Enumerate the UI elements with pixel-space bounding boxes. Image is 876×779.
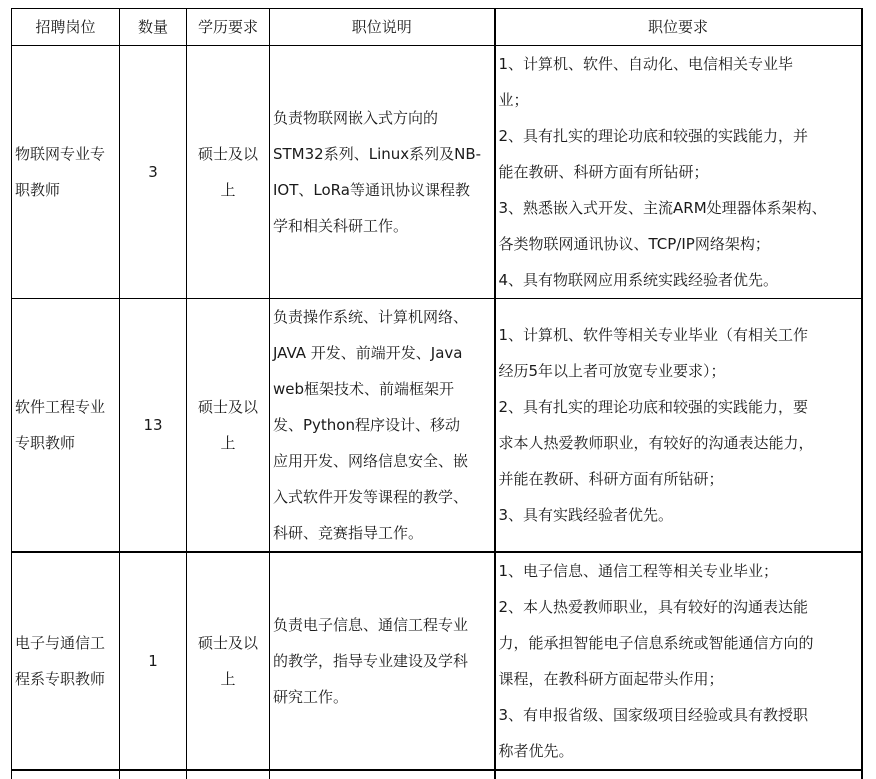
description-line: 学和相关科研工作。 xyxy=(273,217,409,235)
recruitment-table xyxy=(11,8,863,779)
requirement-line: 3、具有实践经验者优先。 xyxy=(498,506,674,524)
requirement-line: 2、本人热爱教师职业，具有较好的沟通表达能 xyxy=(498,598,809,616)
requirements-cell xyxy=(495,299,862,553)
description-line: STM32系列、Linux系列及NB- xyxy=(273,145,482,163)
education-line: 硕士及以 xyxy=(197,398,258,416)
requirement-line: 力，能承担智能电子信息系统或智能通信方向的 xyxy=(498,634,814,652)
education-line: 上 xyxy=(220,670,236,688)
education-line: 上 xyxy=(220,434,236,452)
description-line: JAVA 开发、前端开发、Java xyxy=(273,344,463,362)
count-cell: 13 xyxy=(120,299,187,553)
education-line: 硕士及以 xyxy=(197,145,258,163)
requirements-cell xyxy=(495,552,862,770)
header-position: 招聘岗位 xyxy=(12,9,120,46)
requirement-line: 4、具有物联网应用系统实践经验者优先。 xyxy=(498,271,779,289)
description-line: 应用开发、网络信息安全、嵌 xyxy=(273,452,469,470)
header-requirements: 职位要求 xyxy=(495,9,862,46)
position-cell xyxy=(12,46,120,299)
requirement-line: 2、具有扎实的理论功底和较强的实践能力，要 xyxy=(498,398,809,416)
table-row xyxy=(12,299,862,553)
header-row xyxy=(12,9,862,46)
requirement-line: 1、计算机、软件、自动化、电信相关专业毕 xyxy=(498,55,794,73)
description-line: 负责物联网嵌入式方向的 xyxy=(273,109,439,127)
position-line: 软件工程专业 xyxy=(15,398,106,416)
position-line: 物联网专业专 xyxy=(15,145,106,163)
table-row xyxy=(12,552,862,770)
header-education: 学历要求 xyxy=(187,9,270,46)
education-cell xyxy=(187,552,270,770)
requirement-line: 2、具有扎实的理论功底和较强的实践能力，并 xyxy=(498,127,809,145)
requirement-line: 课程，在教科研方面起带头作用； xyxy=(498,670,724,688)
requirements-cell xyxy=(495,46,862,299)
description-cell xyxy=(270,299,495,553)
position-line: 电子与通信工 xyxy=(15,634,106,652)
education-line: 上 xyxy=(220,181,236,199)
requirement-line: 能在教研、科研方面有所钻研； xyxy=(498,163,709,181)
position-line: 程系专职教师 xyxy=(15,670,106,688)
position-line: 专职教师 xyxy=(15,434,76,452)
requirement-line: 3、有申报省级、国家级项目经验或具有教授职 xyxy=(498,706,809,724)
requirement-line: 1、电子信息、通信工程等相关专业毕业； xyxy=(498,562,779,580)
description-cell xyxy=(270,46,495,299)
description-line: 的教学，指导专业建设及学科 xyxy=(273,652,469,670)
count-cell: 1 xyxy=(120,552,187,770)
requirement-line: 称者优先。 xyxy=(498,742,574,760)
requirement-line: 1、计算机、软件等相关专业毕业（有相关工作 xyxy=(498,326,809,344)
requirement-line: 各类物联网通讯协议、TCP/IP网络架构； xyxy=(498,235,770,253)
position-cell xyxy=(12,552,120,770)
position-line: 职教师 xyxy=(15,181,61,199)
header-description: 职位说明 xyxy=(270,9,495,46)
description-line: 科研、竞赛指导工作。 xyxy=(273,524,424,542)
count-cell: 3 xyxy=(120,46,187,299)
description-line: IOT、LoRa等通讯协议课程教 xyxy=(273,181,470,199)
education-cell xyxy=(187,299,270,553)
requirement-line: 求本人热爱教师职业，有较好的沟通表达能力， xyxy=(498,434,814,452)
position-cell xyxy=(12,299,120,553)
description-line: 发、Python程序设计、移动 xyxy=(273,416,460,434)
description-line: 研究工作。 xyxy=(273,688,349,706)
description-cell xyxy=(270,552,495,770)
requirement-line: 并能在教研、科研方面有所钻研； xyxy=(498,470,724,488)
description-line: web框架技术、前端框架开 xyxy=(273,380,455,398)
requirement-line: 业； xyxy=(498,91,529,109)
requirement-line: 经历5年以上者可放宽专业要求）； xyxy=(498,362,726,380)
table-row xyxy=(12,46,862,299)
description-line: 负责电子信息、通信工程专业 xyxy=(273,616,469,634)
requirement-line: 3、熟悉嵌入式开发、主流ARM处理器体系架构、 xyxy=(498,199,827,217)
description-line: 负责操作系统、计算机网络、 xyxy=(273,308,469,326)
description-line: 入式软件开发等课程的教学、 xyxy=(273,488,469,506)
education-cell xyxy=(187,46,270,299)
header-count: 数量 xyxy=(120,9,187,46)
education-line: 硕士及以 xyxy=(197,634,258,652)
